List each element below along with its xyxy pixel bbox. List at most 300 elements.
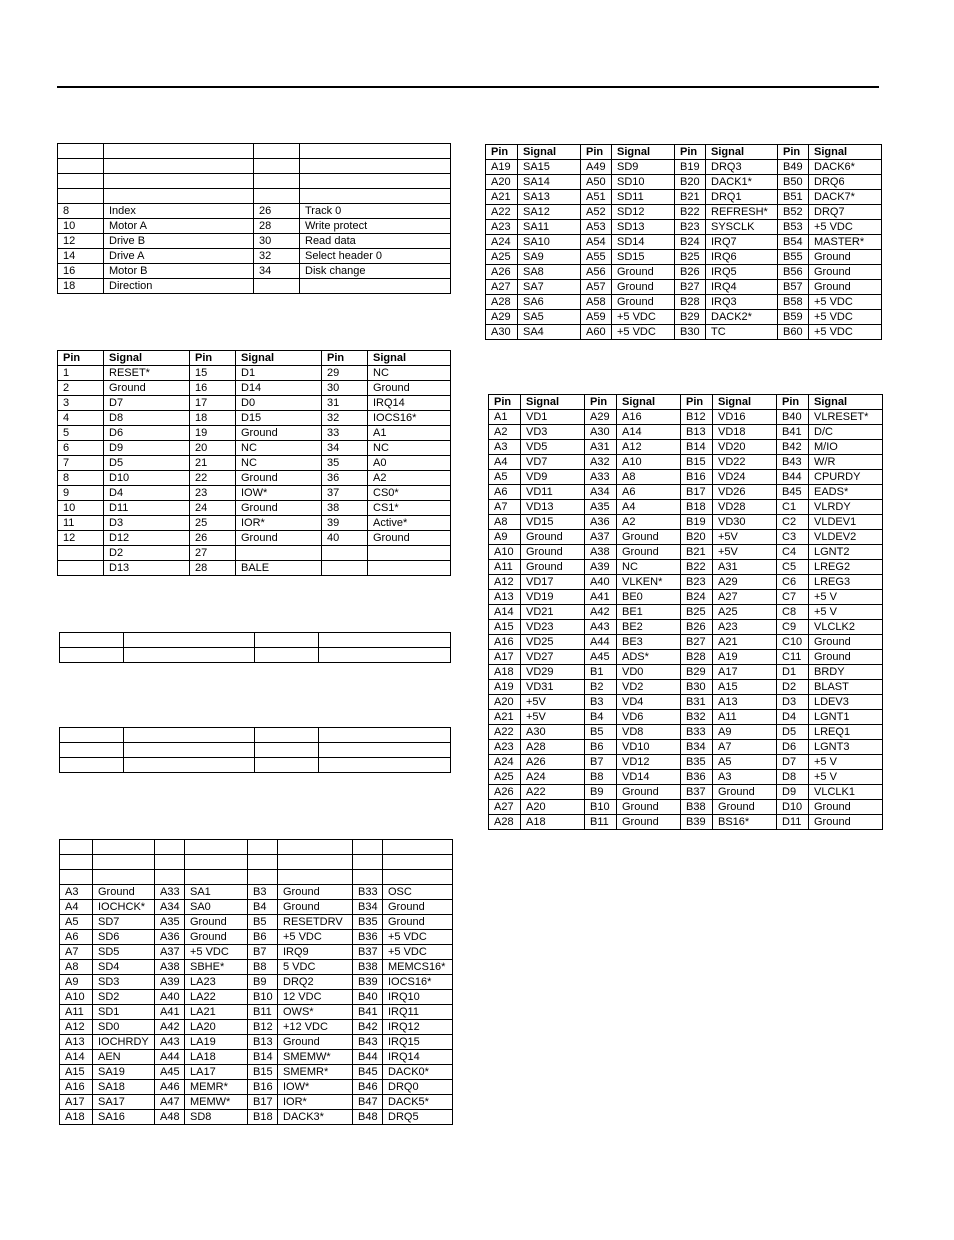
signal-name-cell: LREG3 [809, 575, 883, 590]
signal-column-header: Signal [617, 395, 681, 410]
signal-name-cell: VD24 [713, 470, 777, 485]
signal-name-cell [383, 840, 453, 855]
signal-name-cell: VD6 [617, 710, 681, 725]
signal-name-cell: +5V [713, 530, 777, 545]
signal-name-cell: VD14 [617, 770, 681, 785]
pin-row [489, 440, 883, 455]
signal-name-cell: Index [104, 204, 254, 219]
signal-name-cell: IRQ14 [368, 396, 451, 411]
pin-number-cell [60, 648, 124, 663]
pin-number-cell: A19 [486, 160, 518, 175]
pin-number-cell: B41 [777, 425, 809, 440]
pin-number-cell: B19 [675, 160, 706, 175]
pin-number-cell: A33 [155, 885, 185, 900]
signal-name-cell [300, 174, 451, 189]
pin-number-cell: A57 [581, 280, 612, 295]
signal-name-cell: D/C [809, 425, 883, 440]
pin-number-cell: B28 [675, 295, 706, 310]
signal-name-cell: Ground [521, 545, 585, 560]
signal-name-cell: TC [706, 325, 778, 340]
signal-name-cell: 12 VDC [278, 990, 353, 1005]
signal-column-header: Signal [236, 351, 322, 366]
pin-row [486, 205, 882, 220]
signal-name-cell: D3 [104, 516, 190, 531]
signal-name-cell: VLCLK1 [809, 785, 883, 800]
pin-number-cell [353, 855, 383, 870]
pin-number-cell: A37 [155, 945, 185, 960]
signal-name-cell: IRQ6 [706, 250, 778, 265]
signal-name-cell: DACK6* [809, 160, 882, 175]
signal-name-cell: VD29 [521, 665, 585, 680]
signal-name-cell: SA14 [518, 175, 581, 190]
signal-name-cell: DACK3* [278, 1110, 353, 1125]
pin-row [489, 680, 883, 695]
signal-name-cell: VD27 [521, 650, 585, 665]
signal-name-cell: A30 [521, 725, 585, 740]
signal-name-cell: SA12 [518, 205, 581, 220]
signal-name-cell: SYSCLK [706, 220, 778, 235]
pin-row [58, 279, 451, 294]
pin-row [60, 990, 453, 1005]
pin-column-header: Pin [777, 395, 809, 410]
signal-name-cell: A25 [713, 605, 777, 620]
signal-name-cell: NC [236, 456, 322, 471]
signal-name-cell: CS1* [368, 501, 451, 516]
signal-name-cell: IOW* [236, 486, 322, 501]
signal-name-cell: A18 [521, 815, 585, 830]
signal-name-cell: AEN [93, 1050, 155, 1065]
pin-number-cell: A10 [60, 990, 93, 1005]
signal-name-cell: NC [368, 366, 451, 381]
pin-number-cell: A44 [585, 635, 617, 650]
signal-name-cell: A4 [617, 500, 681, 515]
pin-row [58, 381, 451, 396]
signal-name-cell: A27 [713, 590, 777, 605]
signal-name-cell: NC [617, 560, 681, 575]
pin-number-cell: D6 [777, 740, 809, 755]
signal-name-cell: Motor A [104, 219, 254, 234]
signal-name-cell: W/R [809, 455, 883, 470]
signal-name-cell: Ground [236, 501, 322, 516]
pin-row [489, 545, 883, 560]
pin-number-cell: A49 [581, 160, 612, 175]
signal-name-cell: Write protect [300, 219, 451, 234]
pin-number-cell: A24 [489, 755, 521, 770]
pin-number-cell: A46 [155, 1080, 185, 1095]
pin-number-cell: B3 [248, 885, 278, 900]
signal-column-header: Signal [706, 145, 778, 160]
signal-name-cell: A12 [617, 440, 681, 455]
pin-column-header: Pin [322, 351, 368, 366]
pin-number-cell: B23 [681, 575, 713, 590]
pin-column-header: Pin [778, 145, 809, 160]
pin-number-cell: A39 [155, 975, 185, 990]
pin-number-cell: A25 [486, 250, 518, 265]
signal-name-cell: Drive A [104, 249, 254, 264]
pin-number-cell: B38 [681, 800, 713, 815]
pin-number-cell: 25 [190, 516, 236, 531]
signal-name-cell [93, 855, 155, 870]
pin-number-cell: 24 [190, 501, 236, 516]
pin-number-cell: B21 [675, 190, 706, 205]
pin-number-cell: A21 [486, 190, 518, 205]
signal-name-cell: DRQ5 [383, 1110, 453, 1125]
signal-name-cell: Ground [185, 915, 248, 930]
pin-number-cell: D5 [777, 725, 809, 740]
signal-name-cell: Ground [809, 250, 882, 265]
pin-number-cell: 27 [190, 546, 236, 561]
signal-name-cell [319, 728, 451, 743]
pin-number-cell: B35 [681, 755, 713, 770]
pin-row [489, 740, 883, 755]
pin-row [489, 635, 883, 650]
signal-name-cell: A13 [713, 695, 777, 710]
pin-number-cell: A42 [155, 1020, 185, 1035]
signal-name-cell: A9 [713, 725, 777, 740]
signal-name-cell: IOCHRDY [93, 1035, 155, 1050]
pin-number-cell [58, 561, 104, 576]
pin-number-cell [254, 189, 300, 204]
signal-name-cell: Read data [300, 234, 451, 249]
pin-number-cell: 23 [190, 486, 236, 501]
pin-number-cell: 28 [254, 219, 300, 234]
pin-number-cell: 19 [190, 426, 236, 441]
signal-name-cell: D4 [104, 486, 190, 501]
pin-number-cell: B34 [681, 740, 713, 755]
floppy-connector-pin-table [57, 143, 451, 294]
pin-number-cell: A28 [489, 815, 521, 830]
signal-name-cell: A15 [713, 680, 777, 695]
pin-number-cell: B5 [585, 725, 617, 740]
signal-name-cell: SD8 [185, 1110, 248, 1125]
pin-number-cell: D9 [777, 785, 809, 800]
pin-number-cell: A19 [489, 680, 521, 695]
pin-number-cell: A41 [585, 590, 617, 605]
pin-number-cell: A30 [585, 425, 617, 440]
pin-row [489, 725, 883, 740]
signal-name-cell: IRQ9 [278, 945, 353, 960]
pin-number-cell: B34 [353, 900, 383, 915]
pin-number-cell: 2 [58, 381, 104, 396]
pin-number-cell: 38 [322, 501, 368, 516]
signal-name-cell: SA10 [518, 235, 581, 250]
pin-number-cell: B31 [681, 695, 713, 710]
signal-name-cell: VD21 [521, 605, 585, 620]
signal-name-cell [278, 855, 353, 870]
signal-name-cell: Ground [809, 635, 883, 650]
pin-number-cell: C8 [777, 605, 809, 620]
signal-name-cell: Ground [236, 531, 322, 546]
signal-name-cell: VD28 [713, 500, 777, 515]
pin-number-cell: 4 [58, 411, 104, 426]
signal-name-cell: Ground [521, 560, 585, 575]
pin-number-cell: A17 [60, 1095, 93, 1110]
signal-name-cell: MEMW* [185, 1095, 248, 1110]
pin-row [486, 160, 882, 175]
pin-row [60, 1050, 453, 1065]
pin-number-cell: B27 [681, 635, 713, 650]
pin-number-cell [58, 144, 104, 159]
pin-row [60, 900, 453, 915]
pin-number-cell [254, 279, 300, 294]
pin-number-cell: A47 [155, 1095, 185, 1110]
signal-name-cell: DRQ7 [809, 205, 882, 220]
pin-number-cell: B14 [681, 440, 713, 455]
signal-column-header: Signal [368, 351, 451, 366]
signal-name-cell: SD11 [612, 190, 675, 205]
signal-name-cell: A22 [521, 785, 585, 800]
header-row [486, 145, 882, 160]
pin-number-cell: 10 [58, 219, 104, 234]
signal-name-cell: SD2 [93, 990, 155, 1005]
pin-row [489, 620, 883, 635]
pin-number-cell: 18 [190, 411, 236, 426]
pin-number-cell: B9 [248, 975, 278, 990]
pin-number-cell: A24 [486, 235, 518, 250]
signal-name-cell: VLKEN* [617, 575, 681, 590]
signal-name-cell: Ground [612, 280, 675, 295]
signal-name-cell: SA15 [518, 160, 581, 175]
signal-name-cell [278, 840, 353, 855]
pin-number-cell: A6 [489, 485, 521, 500]
pin-row [489, 500, 883, 515]
pin-number-cell: A22 [486, 205, 518, 220]
pin-number-cell: A22 [489, 725, 521, 740]
pin-number-cell: B49 [778, 160, 809, 175]
pin-row [58, 411, 451, 426]
pin-row [489, 605, 883, 620]
signal-column-header: Signal [809, 395, 883, 410]
pin-number-cell: A17 [489, 650, 521, 665]
signal-name-cell [319, 758, 451, 773]
signal-name-cell: A8 [617, 470, 681, 485]
pin-column-header: Pin [486, 145, 518, 160]
pin-number-cell: 14 [58, 249, 104, 264]
signal-name-cell: Ground [383, 900, 453, 915]
pin-number-cell [255, 648, 319, 663]
signal-name-cell: VD20 [713, 440, 777, 455]
signal-name-cell: Disk change [300, 264, 451, 279]
pin-number-cell: A8 [60, 960, 93, 975]
pin-row [60, 728, 451, 743]
pin-number-cell: A12 [60, 1020, 93, 1035]
signal-name-cell: +5 V [809, 755, 883, 770]
pin-number-cell: A20 [489, 695, 521, 710]
signal-name-cell: Ground [713, 800, 777, 815]
signal-name-cell: VLRDY [809, 500, 883, 515]
pin-row [486, 280, 882, 295]
signal-name-cell: SA1 [185, 885, 248, 900]
signal-name-cell: IOCHCK* [93, 900, 155, 915]
signal-name-cell: SD6 [93, 930, 155, 945]
signal-name-cell: Ground [612, 265, 675, 280]
pin-number-cell: 34 [322, 441, 368, 456]
pin-number-cell: A37 [585, 530, 617, 545]
pin-number-cell: A7 [489, 500, 521, 515]
pin-number-cell: A4 [489, 455, 521, 470]
signal-name-cell: SD15 [612, 250, 675, 265]
pin-number-cell: D2 [777, 680, 809, 695]
pin-number-cell: B51 [778, 190, 809, 205]
signal-name-cell: DACK7* [809, 190, 882, 205]
pin-number-cell: B46 [353, 1080, 383, 1095]
pin-number-cell: B8 [585, 770, 617, 785]
signal-name-cell: RESETDRV [278, 915, 353, 930]
signal-name-cell: IRQ11 [383, 1005, 453, 1020]
pin-number-cell: B36 [353, 930, 383, 945]
signal-name-cell: VD10 [617, 740, 681, 755]
signal-name-cell: DACK1* [706, 175, 778, 190]
signal-name-cell [124, 743, 255, 758]
signal-name-cell: Ground [278, 900, 353, 915]
pin-number-cell: A51 [581, 190, 612, 205]
pin-number-cell: A34 [585, 485, 617, 500]
signal-name-cell [185, 840, 248, 855]
pin-number-cell: A55 [581, 250, 612, 265]
signal-name-cell: +5 V [809, 590, 883, 605]
pin-number-cell: A15 [60, 1065, 93, 1080]
signal-name-cell: BRDY [809, 665, 883, 680]
pin-number-cell: B24 [681, 590, 713, 605]
signal-name-cell: BE1 [617, 605, 681, 620]
pin-number-cell: B15 [681, 455, 713, 470]
signal-name-cell: Ground [612, 295, 675, 310]
pin-number-cell: B25 [675, 250, 706, 265]
signal-name-cell: VD15 [521, 515, 585, 530]
pin-number-cell: A40 [155, 990, 185, 1005]
pin-number-cell: B27 [675, 280, 706, 295]
pin-column-header: Pin [58, 351, 104, 366]
signal-name-cell [104, 144, 254, 159]
pin-number-cell: B24 [675, 235, 706, 250]
pin-row [486, 190, 882, 205]
pin-number-cell: A14 [60, 1050, 93, 1065]
pin-number-cell: 3 [58, 396, 104, 411]
pin-number-cell: A56 [581, 265, 612, 280]
pin-row [489, 590, 883, 605]
pin-number-cell: B42 [777, 440, 809, 455]
pin-row [58, 174, 451, 189]
signal-name-cell: Ground [617, 785, 681, 800]
pin-number-cell: 7 [58, 456, 104, 471]
signal-name-cell: VD12 [617, 755, 681, 770]
signal-name-cell: SA5 [518, 310, 581, 325]
pin-number-cell: B30 [675, 325, 706, 340]
pin-number-cell: A48 [155, 1110, 185, 1125]
pin-row [60, 1080, 453, 1095]
pin-column-header: Pin [681, 395, 713, 410]
signal-name-cell: IRQ14 [383, 1050, 453, 1065]
signal-name-cell: DRQ3 [706, 160, 778, 175]
signal-name-cell [368, 546, 451, 561]
pin-number-cell: A16 [489, 635, 521, 650]
signal-name-cell: BLAST [809, 680, 883, 695]
pin-number-cell [248, 870, 278, 885]
pin-row [489, 785, 883, 800]
pin-number-cell: A41 [155, 1005, 185, 1020]
pin-number-cell: A45 [155, 1065, 185, 1080]
signal-name-cell: VD31 [521, 680, 585, 695]
pin-number-cell: B8 [248, 960, 278, 975]
pin-number-cell [255, 743, 319, 758]
signal-name-cell: D7 [104, 396, 190, 411]
pin-number-cell: B12 [248, 1020, 278, 1035]
pin-number-cell: A38 [585, 545, 617, 560]
signal-name-cell: A10 [617, 455, 681, 470]
pin-number-cell: B39 [681, 815, 713, 830]
blank-pin-table-1 [59, 632, 451, 663]
signal-name-cell [383, 855, 453, 870]
signal-name-cell: Ground [617, 800, 681, 815]
pin-number-cell [60, 870, 93, 885]
pin-number-cell: A2 [489, 425, 521, 440]
signal-name-cell: Ground [185, 930, 248, 945]
signal-name-cell: A21 [713, 635, 777, 650]
signal-name-cell: Direction [104, 279, 254, 294]
signal-name-cell: Ground [383, 915, 453, 930]
signal-name-cell: LA21 [185, 1005, 248, 1020]
signal-name-cell: M/IO [809, 440, 883, 455]
pin-column-header: Pin [190, 351, 236, 366]
signal-name-cell: A17 [713, 665, 777, 680]
signal-name-cell [319, 648, 451, 663]
pin-number-cell [322, 561, 368, 576]
pin-number-cell: A11 [60, 1005, 93, 1020]
pin-number-cell: A18 [60, 1110, 93, 1125]
signal-name-cell: VD2 [617, 680, 681, 695]
pin-number-cell: B7 [585, 755, 617, 770]
pin-row [486, 235, 882, 250]
header-row [489, 395, 883, 410]
signal-name-cell: A11 [713, 710, 777, 725]
signal-name-cell: MEMR* [185, 1080, 248, 1095]
pin-number-cell: C2 [777, 515, 809, 530]
signal-name-cell: D5 [104, 456, 190, 471]
signal-column-header: Signal [713, 395, 777, 410]
pin-number-cell [60, 840, 93, 855]
pin-number-cell [58, 174, 104, 189]
pin-number-cell: B3 [585, 695, 617, 710]
pin-number-cell: A3 [60, 885, 93, 900]
pin-number-cell: A39 [585, 560, 617, 575]
signal-name-cell: +5 VDC [278, 930, 353, 945]
pin-number-cell: D1 [777, 665, 809, 680]
signal-name-cell: NC [236, 441, 322, 456]
pin-number-cell: A36 [585, 515, 617, 530]
pin-number-cell: A4 [60, 900, 93, 915]
pin-number-cell: A33 [585, 470, 617, 485]
pin-number-cell: C3 [777, 530, 809, 545]
signal-name-cell: D6 [104, 426, 190, 441]
pin-row [489, 470, 883, 485]
signal-name-cell [185, 870, 248, 885]
signal-name-cell: CS0* [368, 486, 451, 501]
signal-name-cell: LA17 [185, 1065, 248, 1080]
pin-number-cell [58, 546, 104, 561]
signal-name-cell: D2 [104, 546, 190, 561]
pin-number-cell: A18 [489, 665, 521, 680]
signal-name-cell: LDEV3 [809, 695, 883, 710]
pin-number-cell: 30 [322, 381, 368, 396]
signal-name-cell [368, 561, 451, 576]
pin-row [486, 250, 882, 265]
pin-number-cell: A52 [581, 205, 612, 220]
pin-number-cell: B2 [585, 680, 617, 695]
signal-name-cell: Active* [368, 516, 451, 531]
pin-row [60, 633, 451, 648]
pin-number-cell: A54 [581, 235, 612, 250]
pin-number-cell: B5 [248, 915, 278, 930]
